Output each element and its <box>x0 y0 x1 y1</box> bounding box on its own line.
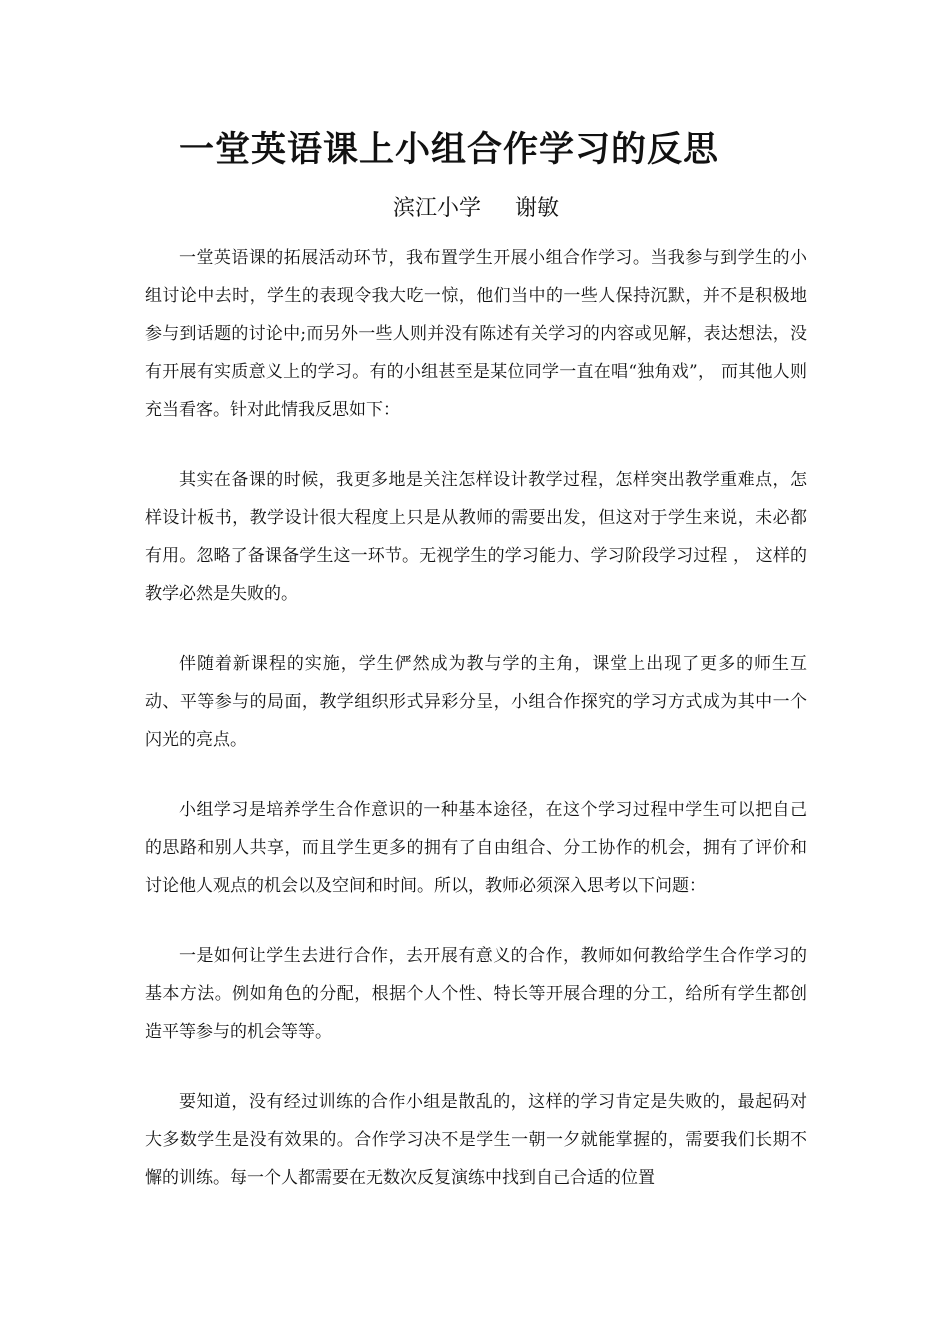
paragraph-5: 一是如何让学生去进行合作，去开展有意义的合作，教师如何教给学生合作学习的基本方法。例如角色的分配，根据个人个性、特长等开展合理的分工，给所有学生都创造平等参与的机会等等。 <box>145 946 807 1042</box>
paragraph-4: 小组学习是培养学生合作意识的一种基本途径，在这个学习过程中学生可以把自己的思路和别人共享，而且学生更多的拥有了自由组合、分工协作的机会，拥有了评价和讨论他人观点的机会以及空间和时间。所以，教师必须深入思考以下问题： <box>145 800 807 896</box>
school-name: 滨江小学 <box>392 196 481 221</box>
paragraph-1: 一堂英语课的拓展活动环节，我布置学生开展小组合作学习。当我参与到学生的小组讨论中去时，学生的表现令我大吃一惊，他们当中的一些人保持沉默，并不是积极地参与到话题的讨论中;而另外一些人则并没有陈述有关学习的内容或见解，表达想法，没有开展有实质意义上的学习。有的小组甚至是某位同学一直在唱“独角戏”， 而其他人则充当看客。针对此情我反思如下： <box>145 248 807 420</box>
document-title: 一堂英语课上小组合作学习的反思 <box>179 130 720 170</box>
paragraph-2: 其实在备课的时候，我更多地是关注怎样设计教学过程，怎样突出教学重难点，怎样设计板书，教学设计很大程度上只是从教师的需要出发，但这对于学生来说，未必都有用。忽略了备课备学生这一环节。无视学生的学习能力、学习阶段学习过程 ， 这样的教学必然是失败的。 <box>145 470 807 604</box>
byline <box>145 193 807 225</box>
author-name: 谢敏 <box>515 196 560 221</box>
paragraph-6: 要知道，没有经过训练的合作小组是散乱的，这样的学习肯定是失败的，最起码对大多数学生是没有效果的。合作学习决不是学生一朝一夕就能掌握的，需要我们长期不懈的训练。每一个人都需要在无数次反复演练中找到自己合适的位置 <box>145 1092 807 1188</box>
paragraph-3: 伴随着新课程的实施，学生俨然成为教与学的主角，课堂上出现了更多的师生互动、平等参与的局面，教学组织形式异彩分呈，小组合作探究的学习方式成为其中一个闪光的亮点。 <box>145 654 807 750</box>
document-body <box>145 239 807 1229</box>
